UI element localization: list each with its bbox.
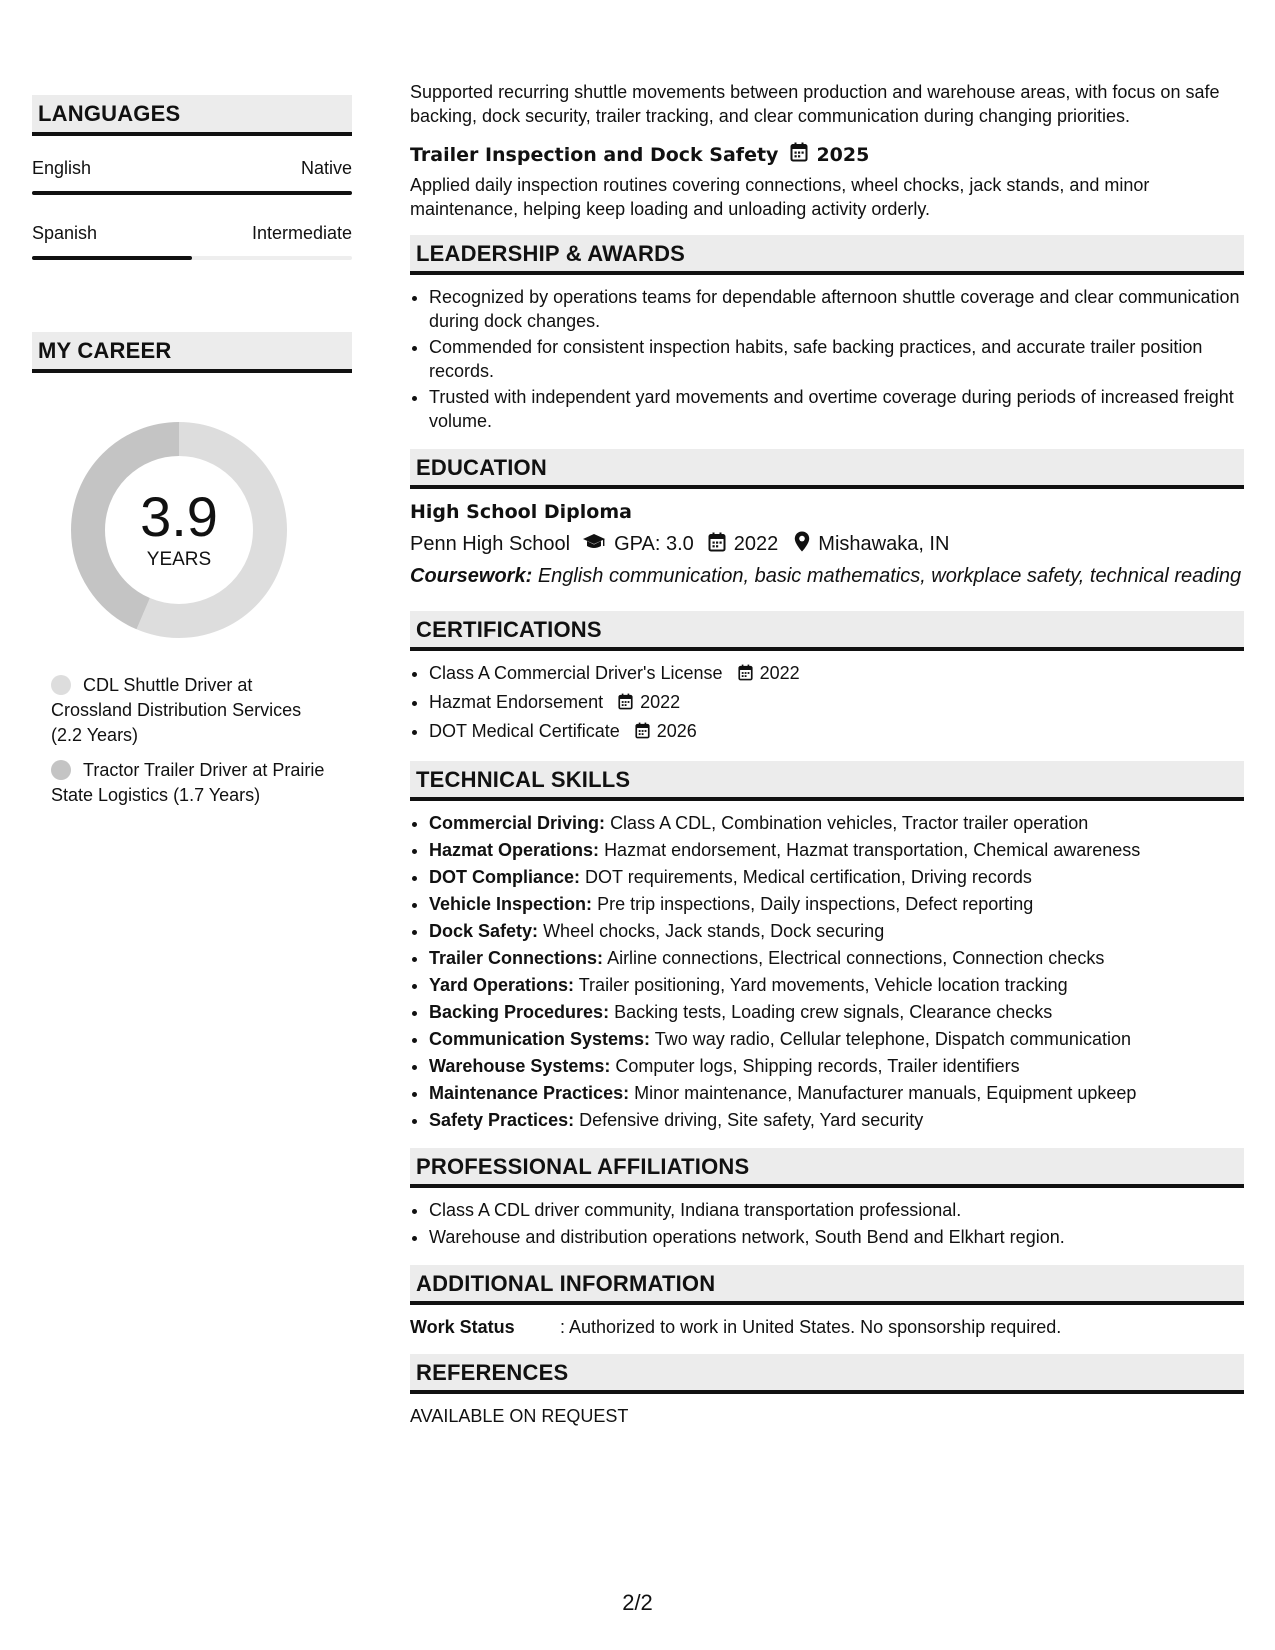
languages-heading: LANGUAGES [32,95,352,136]
list-item [429,1081,1244,1105]
right-column [410,80,1244,1427]
calendar-icon [790,142,808,167]
career-total-value: 3.9 [140,485,218,548]
skill-label: Hazmat Operations: [429,840,600,860]
skill-label: Warehouse Systems: [429,1056,611,1076]
list-item [429,1000,1244,1024]
skill-value: Backing tests, Loading crew signals, Clearance checks [614,1002,1053,1022]
graduation-cap-icon [582,533,606,557]
language-proficiency-fill [32,191,352,195]
list-item [429,1108,1244,1132]
education-gpa: GPA: 3.0 [614,533,694,555]
additional-info-heading: ADDITIONAL INFORMATION [410,1265,1244,1305]
work-status-row [410,1317,1244,1338]
list-item [429,892,1244,916]
list-item: • Trusted with independent yard movements and overtime coverage during periods of increased freight volume. [429,385,1244,433]
legend-swatch [51,675,71,695]
experience-paragraph: Supported recurring shuttle movements between production and warehouse areas, with focus on safe backing, dock security, trailer tracking, and clear communication during changing priorities. [410,82,1220,126]
page-number: 2/2 [622,1590,653,1615]
skills-heading: TECHNICAL SKILLS [410,761,1244,801]
skill-label: Trailer Connections: [429,948,604,968]
skill-label: Vehicle Inspection: [429,894,593,914]
skill-value: Computer logs, Shipping records, Trailer identifiers [615,1056,1020,1076]
skill-value: Two way radio, Cellular telephone, Dispatch communication [654,1029,1131,1049]
skill-label: Backing Procedures: [429,1002,610,1022]
calendar-icon [738,663,753,687]
list-item [429,919,1244,943]
career-total-unit: YEARS [146,549,212,570]
affiliations-list [410,1198,1244,1249]
career-donut-chart [66,417,292,643]
affiliations-heading: PROFESSIONAL AFFILIATIONS [410,1148,1244,1188]
language-proficiency-bar [32,256,352,260]
coursework-label: Coursework: [410,565,533,587]
language-proficiency-fill [32,256,192,260]
career-legend-label: CDL Shuttle Driver at Crossland Distribution Services (2.2 Years) [51,675,302,745]
education-location: Mishawaka, IN [818,533,950,555]
certification-year: 2026 [656,721,697,741]
list-item [429,1054,1244,1078]
list-item: • Class A CDL driver community, Indiana transportation professional. [429,1198,1244,1222]
list-item: • Recognized by operations teams for dependable afternoon shuttle coverage and clear communication during dock changes. [429,285,1244,333]
list-item [429,973,1244,997]
list-item [429,865,1244,889]
skills-list [410,811,1244,1132]
education-coursework [410,564,1244,589]
education-degree: High School Diploma [410,501,632,523]
list-item [429,690,1244,716]
references-text: AVAILABLE ON REQUEST [410,1406,629,1426]
certifications-list [410,661,1244,745]
skill-label: Commercial Driving: [429,813,606,833]
skill-value: Defensive driving, Site safety, Yard security [579,1110,924,1130]
skill-value: Class A CDL, Combination vehicles, Tractor trailer operation [610,813,1089,833]
references-heading: REFERENCES [410,1354,1244,1394]
skill-value: Pre trip inspections, Daily inspections, Defect reporting [597,894,1034,914]
leadership-list [410,285,1244,433]
skill-label: Dock Safety: [429,921,539,941]
work-status-label: Work Status [410,1317,515,1337]
career-legend-item [51,673,331,748]
work-status-value: : Authorized to work in United States. No sponsorship required. [560,1317,1062,1337]
skill-value: Wheel chocks, Jack stands, Dock securing [543,921,885,941]
list-item [429,838,1244,862]
skill-label: Maintenance Practices: [429,1083,630,1103]
certification-name: Hazmat Endorsement [429,692,604,712]
skill-value: DOT requirements, Medical certification, Driving records [585,867,1032,887]
list-item [429,811,1244,835]
certifications-heading: CERTIFICATIONS [410,611,1244,651]
calendar-icon [635,721,650,745]
project-year: 2025 [816,143,870,166]
certification-year: 2022 [640,692,681,712]
education-details [410,531,1244,558]
certification-year: 2022 [759,663,800,683]
language-level: Intermediate [251,223,352,243]
certification-name: Class A Commercial Driver's License [429,663,723,683]
language-name: English [32,158,92,178]
list-item [429,719,1244,745]
language-item [32,223,352,260]
skill-value: Airline connections, Electrical connections, Connection checks [607,948,1105,968]
language-proficiency-bar [32,191,352,195]
career-legend [51,673,331,808]
skill-label: DOT Compliance: [429,867,581,887]
map-pin-icon [794,531,810,558]
education-school: Penn High School [410,533,571,555]
calendar-icon [708,532,726,558]
skill-label: Safety Practices: [429,1110,575,1130]
career-legend-item [51,758,331,808]
project-title: Trailer Inspection and Dock Safety [410,143,779,166]
language-level: Native [300,158,352,178]
language-item [32,158,352,195]
skill-value: Minor maintenance, Manufacturer manuals, Equipment upkeep [634,1083,1137,1103]
skill-label: Yard Operations: [429,975,575,995]
skill-value: Hazmat endorsement, Hazmat transportation, Chemical awareness [604,840,1141,860]
project-description: Applied daily inspection routines covering connections, wheel chocks, jack stands, and minor maintenance, helping keep loading and unloading activity orderly. [410,175,1150,219]
calendar-icon [618,692,633,716]
leadership-heading: LEADERSHIP & AWARDS [410,235,1244,275]
skill-value: Trailer positioning, Yard movements, Vehicle location tracking [578,975,1068,995]
list-item: • Warehouse and distribution operations network, South Bend and Elkhart region. [429,1225,1244,1249]
language-name: Spanish [32,223,98,243]
list-item [429,946,1244,970]
career-heading: MY CAREER [32,332,352,373]
list-item: • Commended for consistent inspection habits, safe backing practices, and accurate trailer position records. [429,335,1244,383]
list-item [429,661,1244,687]
career-legend-label: Tractor Trailer Driver at Prairie State Logistics (1.7 Years) [51,760,325,805]
education-heading: EDUCATION [410,449,1244,489]
list-item [429,1027,1244,1051]
legend-swatch [51,760,71,780]
coursework-text: English communication, basic mathematics, workplace safety, technical reading [537,565,1242,587]
education-year: 2022 [733,533,779,555]
left-column [32,95,352,818]
skill-label: Communication Systems: [429,1029,651,1049]
certification-name: DOT Medical Certificate [429,721,620,741]
project-title-row [410,142,1244,167]
